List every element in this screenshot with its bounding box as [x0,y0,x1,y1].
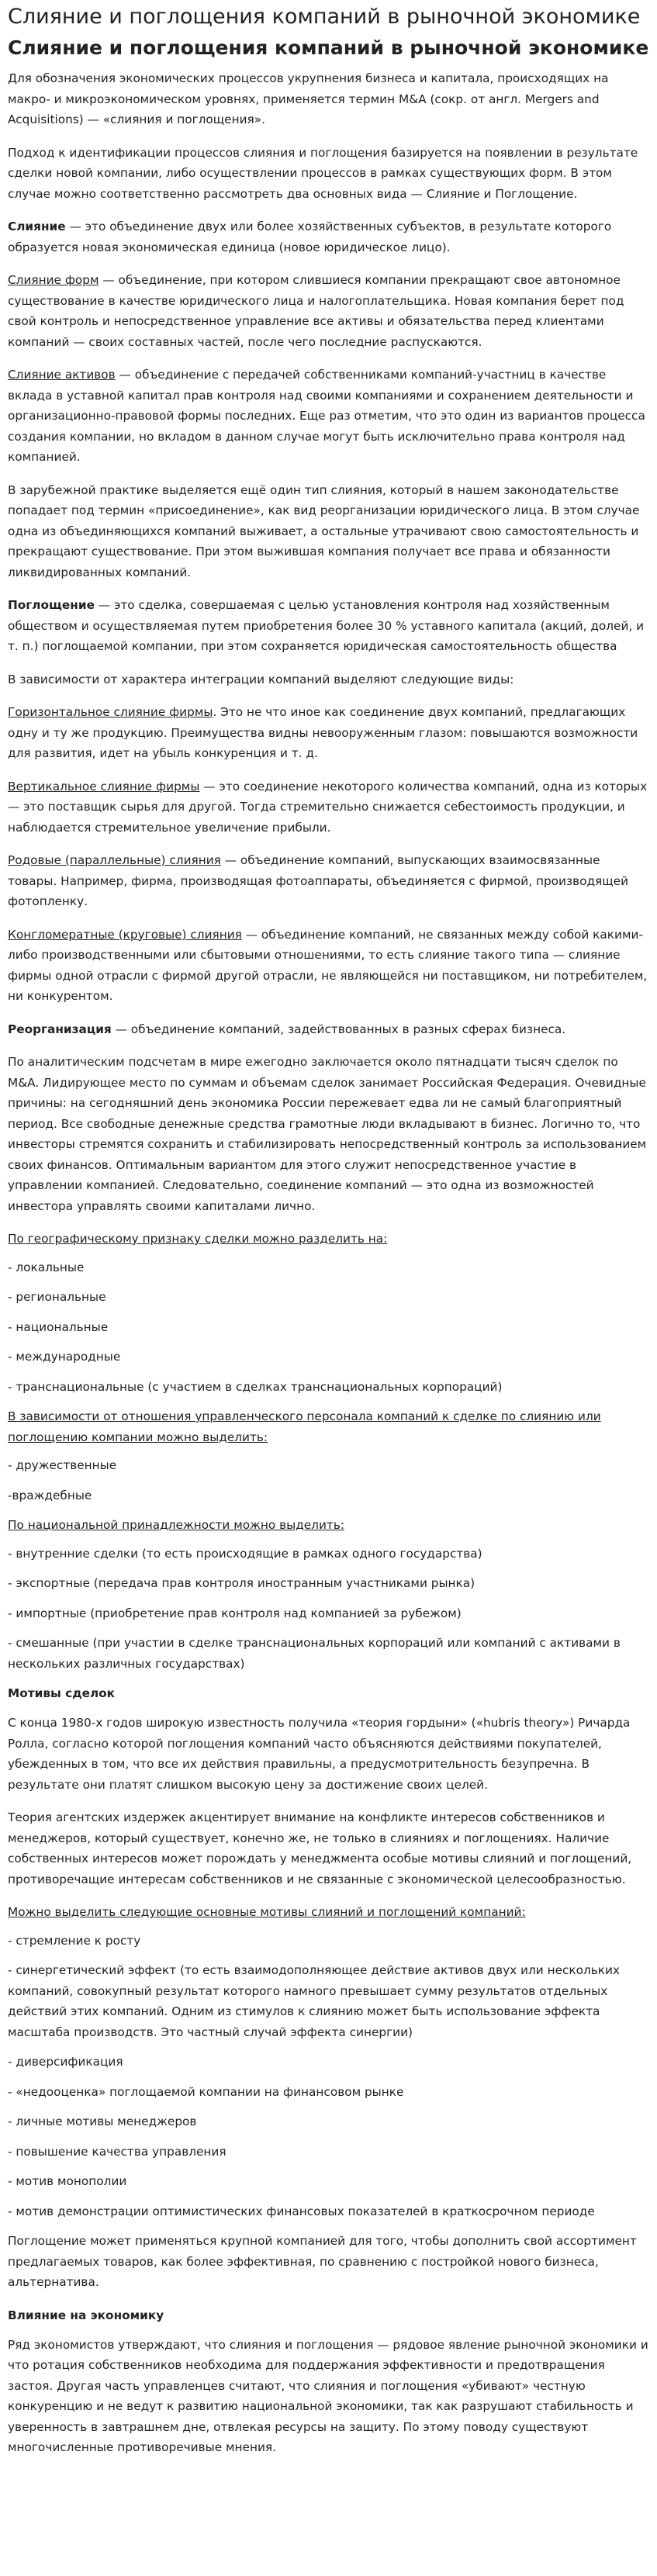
list-item: - импортные (приобретение прав контроля над компанией за рубежом) [8,1606,462,1620]
list-item: - региональные [8,1290,106,1304]
merger-forms-term: Слияние форм [8,273,99,287]
list-item: - мотив монополии [8,2174,127,2188]
horizontal-text: . Это не что иное как соединение двух компаний, предлагающих одну и ту же продукцию. Преимущества видны невооруженным глазом: повышаются возможности для развития, идет на убыль конкуренция и т. д. [8,705,638,760]
reorganization-term: Реорганизация [8,1022,112,1036]
acquisition-text: — это сделка, совершаемая с целью установления контроля над хозяйственным обществом и осуществляемая путем приобретения более 30 % уставного капитала (акций, долей, и т. п.) поглощаемой компании, при этом сохраняется юридическая самостоятельность общества [8,598,645,653]
list-item: - международные [8,1350,121,1364]
conglomerate-definition [8,925,649,1007]
attitude-heading: В зависимости от отношения управленческого персонала компаний к сделке по слиянию или поглощению компании можно выделить: [8,1409,601,1444]
conglomerate-term: Конгломератные (круговые) слияния [8,927,242,942]
merger-assets-term: Слияние активов [8,368,116,382]
reorganization-text: — объединение компаний, задействованных в разных сферах бизнеса. [111,1022,566,1036]
list-item: - внутренние сделки (то есть происходящие в рамках одного государства) [8,1546,482,1561]
related-text: — объединение компаний, выпускающих взаимосвязанные товары. Например, фирма, производящая фотоаппараты, объединяется с фирмой, производящей фотопленку. [8,853,629,908]
list-item: - личные мотивы менеджеров [8,2114,197,2128]
list-item: - «недооценка» поглощаемой компании на финансовом рынке [8,2084,404,2099]
list-item: - стремление к росту [8,1933,141,1948]
impact-paragraph: Ряд экономистов утверждают, что слияния и поглощения — рядовое явление рыночной экономики и что ротация собственников необходима для поддержания эффективности и предотвращения застоя. Другая часть управленцев считают, что слияния и поглощения «убивают» честную конкуренцию и не ведут к развитию национальной экономики, так как разрушают стабильность и уверенность в завтрашнем дне, отвлекая ресурсы на защиту. По этому поводу существуют многочисленные противоречивые мнения. [8,2337,648,2454]
merger-forms-text: — объединение, при котором слившиеся компании прекращают свое автономное существование в качестве юридического лица и налогоплательщика. Новая компания берет под свой контроль и непосредственное управление все активы и обязательства перед клиентами компаний — своих составных частей, после чего последние распускаются. [8,273,624,349]
vertical-definition [8,776,649,838]
reorganization-definition [8,1019,649,1040]
geo-heading: По географическому признаку сделки можно разделить на: [8,1232,388,1246]
motives-heading: Можно выделить следующие основные мотивы слияний и поглощений компаний: [8,1905,526,1919]
hubris-paragraph: С конца 1980-х годов широкую известность получила «теория гордыни» («hubris theory») Ричарда Ролла, согласно которой поглощения компаний часто объясняются действиями покупателей, убежденных в том, что все их действия правильны, а предусмотрительность безупречна. В результате они платят слишком высокую цену за достижение своих целей. [8,1716,631,1792]
vertical-text: — это соединение некоторого количества компаний, одна из которых — это поставщик сырья для другой. Тогда стремительно снижается себестоимость продукции, и наблюдается стремительное увеличение прибыли. [8,779,648,835]
large-company-paragraph: Поглощение может применяться крупной компанией для того, чтобы дополнить свой ассортимент предлагаемых товаров, как более эффективная, по сравнению с постройкой нового бизнеса, альтернатива. [8,2234,637,2289]
list-item: - локальные [8,1260,85,1274]
article-heading: Слияние и поглощения компаний в рыночной экономике [8,36,649,59]
analytics-paragraph: По аналитическим подсчетам в мире ежегодно заключается около пятнадцати тысяч сделок по M&A. Лидирующее место по суммам и объемам сделок занимает Российская Федерация. Очевидные причины: на сегодняшний день экономика России пережевает едва ли не самый благоприятный период. Все свободные денежные средства грамотные люди вкладывают в бизнес. Логично то, что инвесторы стремятся сохранить и стабилизировать непосредственный контроль за использованием своих финансов. Оптимальным вариантом для этого служит непосредственное участие в управлении компанией. Следовательно, соединение компаний — это одна из возможностей инвестора управлять своими капиталами лично. [8,1055,647,1213]
impact-title: Влияние на экономику [8,2308,164,2322]
motives-title: Мотивы сделок [8,1686,116,1700]
approach-paragraph: Подход к идентификации процессов слияния и поглощения базируется на появлении в результате сделки новой компании, либо осуществлении процессов в рамках существующих форм. В этом случае можно соответственно рассмотреть два основных вида — Слияние и Поглощение. [8,145,638,201]
related-term: Родовые (параллельные) слияния [8,853,221,867]
list-item: - транснациональные (с участием в сделках транснациональных корпораций) [8,1379,503,1394]
list-item: - синергетический эффект (то есть взаимодополняющее действие активов двух или нескольких компаний, совокупный результат которого намного превышает сумму результатов отдельных действий этих компаний. Одним из стимулов к слиянию может быть использование эффекта масштаба производств. Это частный случай эффекта синергии) [8,1963,621,2039]
merger-assets-definition [8,365,649,468]
agency-paragraph: Теория агентских издержек акцентирует внимание на конфликте интересов собственников и менеджеров, который существует, конечно же, не только в слияниях и поглощениях. Наличие собственных интересов может порождать у менеджмента особые мотивы слияний и поглощений, противоречащие интересам собственников и не связанные с экономической целесообразностью. [8,1810,632,1886]
national-heading: По национальной принадлежности можно выделить: [8,1518,344,1532]
acquisition-term: Поглощение [8,598,95,612]
merger-term: Слияние [8,220,66,233]
merger-assets-text: — объединение с передачей собственниками компаний-участниц в качестве вклада в уставной капитал прав контроля над своими компаниями и сохранением деятельности и организационно-правовой формы последних. Еще раз отметим, что это один из вариантов процесса создания компании, но вкладом в данном случае могут быть исключительно права контроля над компанией. [8,368,645,464]
related-definition [8,850,649,912]
list-item: - экспортные (передача прав контроля иностранным участниками рынка) [8,1576,475,1590]
page-title: Слияние и поглощения компаний в рыночной экономике [8,5,641,29]
list-item: - смешанные (при участии в сделке транснациональных корпораций или компаний с активами в нескольких различных государствах) [8,1636,621,1671]
list-item: - диверсификация [8,2055,123,2069]
merger-text: — это объединение двух или более хозяйственных субъектов, в результате которого образуется новая экономическая единица (новое юридическое лицо). [8,220,612,254]
merger-definition [8,216,649,258]
vertical-term: Вертикальное слияние фирмы [8,779,200,794]
intro-paragraph: Для обозначения экономических процессов укрупнения бизнеса и капитала, происходящих на макро- и микроэкономическом уровнях, применяется термин M&A (сокр. от англ. Mergers and Acquisitions) — «слияния и поглощения». [8,71,609,126]
list-item: - мотив демонстрации оптимистических финансовых показателей в краткосрочном периоде [8,2204,595,2218]
list-item: - дружественные [8,1458,117,1472]
merger-forms-definition [8,270,649,352]
horizontal-definition [8,702,649,764]
conglomerate-text: — объединение компаний, не связанных между собой какими-либо производственными или сбытовыми отношениями, то есть слияние такого типа — слияние фирмы одной отрасли с фирмой другой отрасли, не являющейся ни поставщиком, ни потребителем, ни конкурентом. [8,927,648,1003]
accession-paragraph: В зарубежной практике выделяется ещё один тип слияния, который в нашем законодательстве попадает под термин «присоединение», как вид реорганизации юридического лица. В этом случае одна из объединяющихся компаний выживает, а остальные утрачивают свою самостоятельность и прекращают существование. При этом выжившая компания получает все права и обязанности ликвидированных компаний. [8,482,640,579]
acquisition-definition [8,595,649,657]
list-item: - повышение качества управления [8,2144,226,2159]
horizontal-term: Горизонтальное слияние фирмы [8,705,213,719]
list-item: - национальные [8,1319,109,1334]
list-item: -враждебные [8,1488,92,1502]
types-intro: В зависимости от характера интеграции компаний выделяют следующие виды: [8,672,514,686]
